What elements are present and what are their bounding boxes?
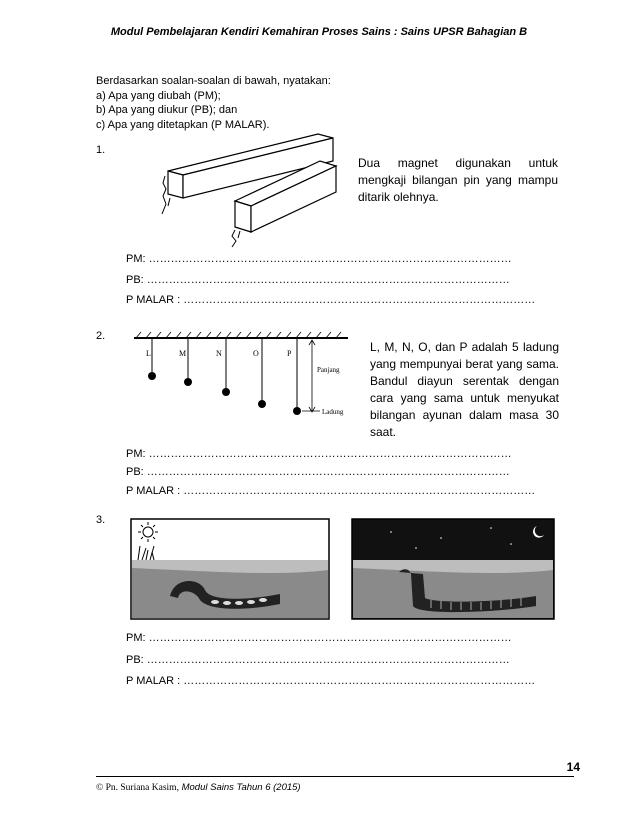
label-N: N: [216, 349, 222, 358]
label-panjang: Panjang: [317, 366, 340, 374]
instructions: [96, 74, 331, 132]
label-L: L: [146, 349, 151, 358]
sun-icon: [138, 522, 158, 542]
question-2-pb[interactable]: PB: ………………………………………………………………………………………: [126, 466, 510, 478]
question-2-number: 2.: [96, 330, 106, 342]
pendulums-diagram: [130, 328, 355, 428]
label-O: O: [253, 349, 259, 358]
question-1-pb[interactable]: PB: ………………………………………………………………………………………: [126, 274, 510, 286]
label-M: M: [179, 349, 187, 358]
question-3-pmalar[interactable]: P MALAR : ……………………………………………………………………………………: [126, 675, 536, 687]
question-1-pm[interactable]: PM: ………………………………………………………………………………………: [126, 253, 512, 265]
pendulum-P: [293, 338, 301, 415]
question-3-number: 3.: [96, 514, 106, 526]
question-3-pb[interactable]: PB: ………………………………………………………………………………………: [126, 654, 510, 666]
question-1-description: Dua magnet digunakan untuk mengkaji bilangan pin yang mampu ditarik olehnya.: [358, 156, 558, 204]
instructions-intro: Berdasarkan soalan-soalan di bawah, nyatakan:: [96, 75, 331, 87]
pendulum-N: [222, 338, 230, 396]
length-arrow: [309, 340, 315, 412]
footer-author: © Pn. Suriana Kasim,: [96, 783, 179, 793]
question-2-pm[interactable]: PM: ………………………………………………………………………………………: [126, 448, 512, 460]
page-header: Modul Pembelajaran Kendiri Kemahiran Proses Sains : Sains UPSR Bahagian B: [110, 26, 528, 38]
instruction-a: a) Apa yang diubah (PM);: [96, 89, 221, 102]
label-P: P: [287, 349, 292, 358]
question-3-pm[interactable]: PM: ………………………………………………………………………………………: [126, 632, 512, 644]
question-1-pmalar[interactable]: P MALAR : ……………………………………………………………………………………: [126, 294, 536, 306]
day-scene-illustration: [130, 518, 330, 620]
instruction-b: b) Apa yang diukur (PB); dan: [96, 104, 238, 116]
magnets-illustration: [150, 128, 355, 248]
night-scene-illustration: [351, 518, 555, 620]
question-1-number: 1.: [96, 144, 106, 156]
footer-title: Modul Sains Tahun 6 (2015): [178, 782, 301, 793]
footer: [96, 782, 301, 793]
pendulum-M: [184, 338, 192, 386]
pendulum-L: [148, 338, 156, 380]
label-ladung: Ladung: [322, 408, 344, 416]
page-number: 14: [566, 760, 580, 774]
pendulum-O: [258, 338, 266, 408]
footer-divider: [96, 776, 574, 777]
question-2-description: L, M, N, O, dan P adalah 5 ladung yang mempunyai berat yang sama. Bandul diayun serentak dengan cara yang sama untuk menyukat bilangan ayunan dalam masa 30 saat.: [370, 340, 559, 439]
instruction-c: c) Apa yang ditetapkan (P MALAR).: [96, 118, 270, 131]
question-2-pmalar[interactable]: P MALAR : ……………………………………………………………………………………: [126, 485, 536, 497]
